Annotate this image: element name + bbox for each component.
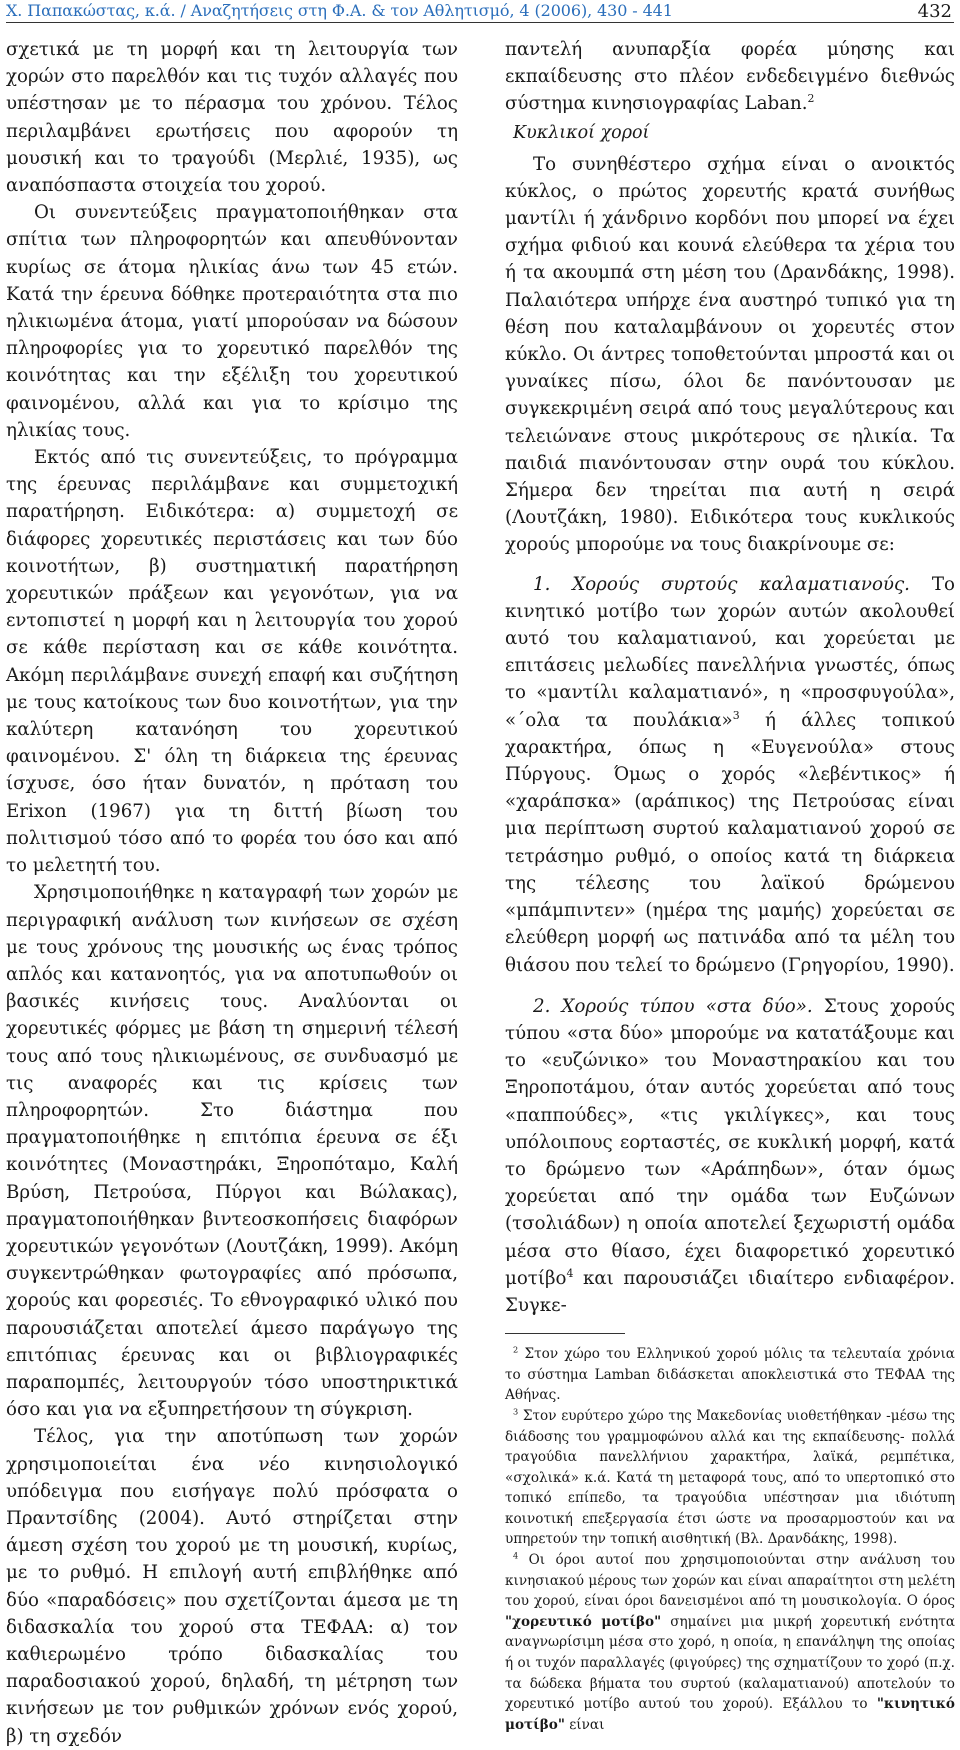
running-title: Χ. Παπακώστας, κ.ά. / Αναζητήσεις στη Φ.Α. & τον Αθλητισμό, 4 (2006), 430 - 441 [6,1,673,20]
right-paragraph-4: 2. Χορούς τύπου «στα δύο». Στους χορούς τύπου «στα δύο» μπορούμε να κατατάξουμε και το «ευζώνικο» του Μοναστηρακίου και του Ξηροποτάμου, όταν αυτός χορεύεται από τους «παππούδες», «τις γκιλίγκες», και τους υπόλοιπους εορταστές, σε κυκλική μορφή, κατά το δρώμενο των «Αράπηδων», όταν όμως χορεύεται από την ομάδα των Ευζώνων (τσολιάδων) η οποία αποτελεί ξεχωριστή ομάδα μέσα στο θίασο, έχει διαφορετικό χορευτικό μοτίβο$^4$ και παρουσιάζει ιδιαίτερο ενδιαφέρον. Συγκε- [505,995,956,1316]
left-paragraph-2: Οι συνεντεύξεις πραγματοποιήθηκαν στα σπίτια των πληροφορητών και απευθύνονταν κυρίως σε άτομα ηλικίας άνω των 45 ετών. Κατά την έρευνα δόθηκε προτεραιότητα στα πιο ηλικιωμένα άτομα, γιατί μπορούσαν να δώσουν πληροφορίες για το χορευτικό παρελθόν της κοινότητας και την εξέλιξη του χορευτικού φαινομένου, αλλά και για το κρίσιμο της ηλικίας τους. [6,202,458,441]
right-paragraph-2: Το συνηθέστερο σχήμα είναι ο ανοικτός κύκλος, ο πρώτος χορευτής κρατά συνήθως μαντίλι ή χάνδρινο κορδόνι που μπορεί να έχει σχήμα φιδιού και κουνά ελεύθερα τα χέρια του ή τα ακουμπά στη μέση του (Δρανδάκης, 1998). Παλαιότερα υπήρχε ένα αυστηρό τυπικό για τη θέση που καταλαμβάνουν οι χορευτές στον κύκλο. Οι άντρες τοποθετούνται μπροστά και οι γυναίκες πίσω, όλοι δε πανόντουσαν με συγκεκριμένη σειρά από τους μεγαλύτερους και τελειώνανε στους μικρότερους σε ηλικία. Τα παιδιά πιανόντουσαν στην ουρά του κύκλου. Σήμερα δεν τηρείται πια αυτή η σειρά (Λουτζάκη, 1980). Ειδικότερα τους κυκλικούς χορούς μπορούμε να τους διακρίνουμε σε: [505,153,955,556]
right-column [505,36,955,1735]
footnote-3: $^3$ Στον ευρύτερο χώρο της Μακεδονίας υιοθετήθηκαν -μέσω της διάδοσης του γραμμοφώνου αλλά και της εκπαίδευσης- πολλά τραγούδια πανελλήνιου χαρακτήρα, λαϊκά, ρεμπέτικα, «σχολικά» κ.ά. Κατά τη μεταφορά τους, από το υπερτοπικό στο τοπικό επίπεδο, τα τραγούδια υπέστησαν μια ιδιότυπη κοινοτική επεξεργασία έτσι ώστε να προσαρμοστούν και να υπηρετούν την τοπική αισθητική (Βλ. Δρανδάκης, 1998). [505,1406,955,1548]
term-kinetic-motif: "κινητικό μοτίβο" [505,1696,955,1733]
footnote-4: $^4$ Οι όροι αυτοί που χρησιμοποιούνται στην ανάλυση του κινησιακού μέρους των χορών και είναι απαραίτητοι στη μελέτη του χορού, είναι όροι δανεισμένοι από τη μουσικολογία. Ο όρος "χορευτικό μοτίβο" σημαίνει μια μικρή χορευτική ενότητα αναγνωρίσιμη μέσα στο χορό, η οποία, η επανάληψη της οποίας ή οι τυχόν παραλλαγές (φιγούρες) της σχηματίζουν το χορό (π.χ. τα δώδεκα βήματα του συρτού (καλαματιανού) αποτελούν το χορευτικό μοτίβο αυτού του χορού). Εξάλλου το "κινητικό μοτίβο" είναι [505,1550,955,1733]
term-dance-motif: "χορευτικό μοτίβο" [505,1613,662,1630]
running-header [6,0,954,23]
list-label-1: 1. Χορούς συρτούς καλαματιανούς. [533,573,910,595]
footnote-rule [505,1333,625,1334]
list-label-2: 2. Χορούς τύπου «στα δύο». [533,995,813,1017]
right-paragraph-1: παντελή ανυπαρξία φορέα μύησης και εκπαίδευσης στο πλέον ενδεδειγμένο διεθνώς σύστημα κινησιογραφίας Laban.$^2$ [505,39,955,115]
left-paragraph-1: σχετικά με τη μορφή και τη λειτουργία των χορών στο παρελθόν και τις τυχόν αλλαγές που υπέστησαν με το πέρασμα του χρόνου. Τέλος περιλαμβάνει ερωτήσεις που αφορούν τη μουσική και το τραγούδι (Μερλιέ, 1935), ως αναπόσπαστα στοιχεία του χορού. [6,39,458,197]
footnote-ref-2: 2 [807,92,815,106]
section-heading: Κυκλικοί χοροί [513,122,650,143]
left-paragraph-4: Χρησιμοποιήθηκε η καταγραφή των χορών με περιγραφική ανάλυση των κινήσεων σε σχέση με τους χρόνους της μουσικής ως ένας τρόπος απλός και κατανοητός, για να αποτυπωθούν οι βασικές κινήσεις τους. Αναλύονται οι χορευτικές φόρμες με βάση τη σημερινή τέλεσή τους από τους ηλικιωμένους, σε συνδυασμό με τις αναφορές και τις κρίσεις των πληροφορητών. Στο διάστημα που πραγματοποιήθηκε η επιτόπια έρευνα σε έξι κοινότητες (Μοναστηράκι, Ξηροπόταμο, Καλή Βρύση, Πετρούσα, Πύργοι και Βώλακας), πραγματοποιήθηκαν βιντεοσκοπήσεις διαφόρων χορευτικών γεγονότων (Λουτζάκη, 1999). Ακόμη συγκεντρώθηκαν φωτογραφίες από πρόσωπα, χορούς και φορεσιές. Το εθνογραφικό υλικό που παρουσιάζεται αποτελεί άμεσο παράγωγο της επιτόπιας έρευνας και οι βιβλιογραφικές παραπομπές, λειτουργούν τόσο υποστηρικτικά όσο και για να εξυπηρετήσουν τη σύγκριση. [6,882,458,1421]
right-paragraph-3: 1. Χορούς συρτούς καλαματιανούς. Το κινητικό μοτίβο των χορών αυτών ακολουθεί αυτό του καλαματιανού, και χορεύεται με επιτάσεις μελωδίες πανελλήνια γνωστές, όπως το «μαντίλι καλαματιανό», η «προσφυγούλα», «΄ολα τα πουλάκια»$^3$ ή άλλες τοπικού χαρακτήρα, όπως η «Ευγενούλα» στους Πύργους. Όμως ο χορός «λεβέντικος» ή «χαράπσκα» (αράπικος) της Πετρούσας είναι μια περίπτωση συρτού καλαματιανού χορού σε τετράσημο ρυθμό, ο οποίος κατά τη διάρκεια της τέλεσης του λαϊκού δρώμενου «μπάμπιντεν» (ημέρα της μαμής) χορεύεται σε ελεύθερη μορφή ως πατινάδα από τα μέλη του θιάσου που τελεί το δρώμενο (Γρηγορίου, 1990). [505,573,955,976]
left-paragraph-5: Τέλος, για την αποτύπωση των χορών χρησιμοποιείται ένα νέο κινησιολογικό υπόδειγμα που εισήγαγε πολύ πρόσφατα ο Πραντσίδης (2004). Αυτό στηρίζεται στην άμεση σχέση του χορού με τη μουσική, κυρίως, με το ρυθμό. Η επιλογή αυτή επιβλήθηκε από δύο «παραδόσεις» που σχετίζονται άμεσα με τη διδασκαλία του χορού στα ΤΕΦΑΑ: α) τον καθιερωμένο τρόπο διδασκαλίας του παραδοσιακού χορού, δηλαδή, τη μέτρηση των κινήσεων με τον ρυθμικών χρόνων ενός χορού, β) τη σχεδόν [6,1426,458,1747]
footnote-ref-3: 3 [732,708,740,722]
left-paragraph-3: Εκτός από τις συνεντεύξεις, το πρόγραμμα της έρευνας περιλάμβανε και συμμετοχική παρατήρηση. Ειδικότερα: α) συμμετοχή σε διάφορες χορευτικές περιστάσεις και των δύο κοινοτήτων, β) συστηματική παρατήρηση χορευτικών πράξεων και γεγονότων, για να εντοπιστεί η μορφή και η λειτουργία του χορού σε κάθε περίσταση και σε κάθε κοινότητα. Ακόμη περιλάμβανε συνεχή επαφή και συζήτηση με τους κατοίκους των δυο κοινοτήτων, για την καλύτερη κατανόηση του χορευτικού φαινομένου. Σ' όλη τη διάρκεια της έρευνας ίσχυσε, όσο ήταν δυνατόν, η πρόταση του Erixon (1967) για τη διττή βίωση του πολιτισμού τόσο από το φορέα του όσο και από το μελετητή του. [6,447,458,877]
footnote-ref-4: 4 [566,1266,574,1280]
page-number: 432 [917,1,952,22]
footnote-2: $^2$ Στον χώρο του Ελληνικού χορού μόλις τα τελευταία χρόνια το σύστημα Lamban διδάσκεται αποκλειστικά στο ΤΕΦΑΑ της Αθήνας. [505,1344,955,1404]
left-column [6,36,458,1750]
